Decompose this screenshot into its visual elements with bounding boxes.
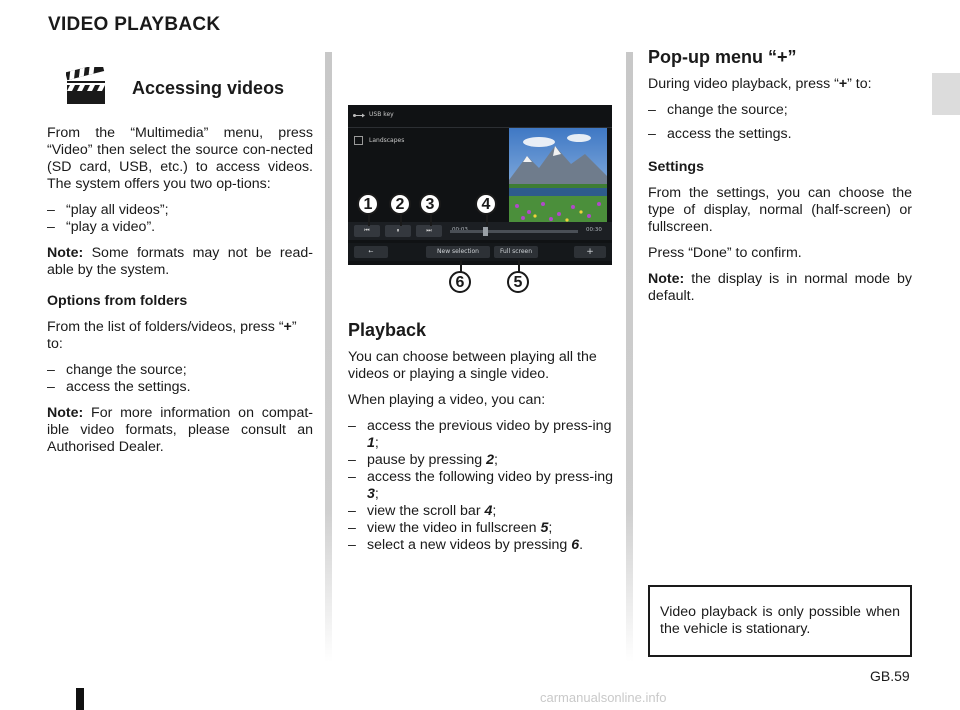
- popup-menu-heading: Pop-up menu “+”: [648, 47, 797, 67]
- video-thumbnail: [509, 128, 607, 223]
- clapperboard-icon: [66, 67, 106, 105]
- popup-intro: During video playback, press “+” to:: [648, 76, 872, 92]
- options-list: [47, 202, 313, 236]
- playback-list: [348, 418, 614, 554]
- callout-3: 3: [419, 193, 441, 215]
- pause-button[interactable]: ⏸: [385, 225, 411, 237]
- folders-list: [47, 362, 313, 396]
- back-button[interactable]: ←: [354, 246, 388, 258]
- column-divider-left: [325, 52, 332, 662]
- video-player-screenshot: [348, 105, 612, 265]
- list-item: – access the previous video by press-ing 1;: [348, 418, 614, 452]
- page-title: VIDEO PLAYBACK: [48, 14, 221, 35]
- playback-heading: Playback: [348, 320, 427, 340]
- folder-row: Landscapes: [348, 131, 612, 153]
- next-button[interactable]: ⏭: [416, 225, 442, 237]
- list-item: – “play a video”.: [47, 219, 313, 236]
- source-row: USB key: [348, 105, 612, 127]
- confirm-paragraph: Press “Done” to confirm.: [648, 245, 802, 261]
- folders-paragraph: From the list of folders/videos, press “+” to:: [47, 319, 297, 352]
- callout-1: 1: [357, 193, 379, 215]
- right-column: [648, 49, 912, 314]
- playback-lead: When playing a video, you can:: [348, 392, 546, 408]
- time-total: 00:30: [586, 227, 602, 233]
- note2-paragraph: Note: For more information on compat-ible video formats, please consult an Authorised Dealer.: [47, 405, 313, 455]
- plus-menu-button[interactable]: +: [574, 246, 606, 258]
- corner-mark: [76, 688, 84, 710]
- callout-2: 2: [389, 193, 411, 215]
- list-item: – change the source;: [47, 362, 313, 379]
- folder-icon: [354, 136, 363, 145]
- page-number: GB.59: [870, 668, 910, 684]
- list-item: – view the scroll bar 4;: [348, 503, 614, 520]
- callout-4: 4: [475, 193, 497, 215]
- chapter-tab: [932, 73, 960, 115]
- new-selection-button[interactable]: New selection: [426, 246, 490, 258]
- scroll-bar-knob[interactable]: [483, 227, 488, 236]
- usb-icon: [353, 112, 365, 119]
- bottom-bar: [348, 243, 612, 261]
- list-item: – change the source;: [648, 102, 912, 119]
- callout-6: 6: [449, 271, 471, 293]
- note-paragraph: Note: Some formats may not be read-able by the system.: [47, 245, 313, 278]
- list-item: – pause by pressing 2;: [348, 452, 614, 469]
- popup-list: [648, 102, 912, 143]
- playback-intro: You can choose between playing all the videos or playing a single video.: [348, 349, 597, 382]
- full-screen-button[interactable]: Full screen: [494, 246, 538, 258]
- list-item: – access the settings.: [648, 126, 912, 143]
- list-item: – select a new videos by pressing 6.: [348, 537, 614, 554]
- folders-heading: Options from folders: [47, 293, 188, 309]
- control-bar: [348, 222, 612, 240]
- column-divider-right: [626, 52, 633, 662]
- scroll-bar[interactable]: [450, 230, 578, 233]
- previous-button[interactable]: ⏮: [354, 225, 380, 237]
- watermark: carmanualsonline.info: [540, 690, 667, 705]
- settings-paragraph: From the settings, you can choose the type of display, normal (half-screen) or fullscreen.: [648, 185, 912, 235]
- list-item: – access the following video by press-ing 3;: [348, 469, 614, 503]
- middle-column: [348, 322, 614, 563]
- default-note: Note: the display is in normal mode by default.: [648, 271, 912, 304]
- list-item: – view the video in fullscreen 5;: [348, 520, 614, 537]
- callout-5: 5: [507, 271, 529, 293]
- intro-paragraph: From the “Multimedia” menu, press “Video” then select the source con-nected (SD card, USB, etc.) to access videos. The system offers you two op-tions:: [47, 125, 313, 192]
- stationary-notice: Video playback is only possible when the vehicle is stationary.: [648, 585, 912, 657]
- list-item: – “play all videos”;: [47, 202, 313, 219]
- list-item: – access the settings.: [47, 379, 313, 396]
- settings-heading: Settings: [648, 159, 704, 175]
- accessing-videos-heading: Accessing videos: [132, 78, 285, 98]
- left-column: [47, 125, 313, 465]
